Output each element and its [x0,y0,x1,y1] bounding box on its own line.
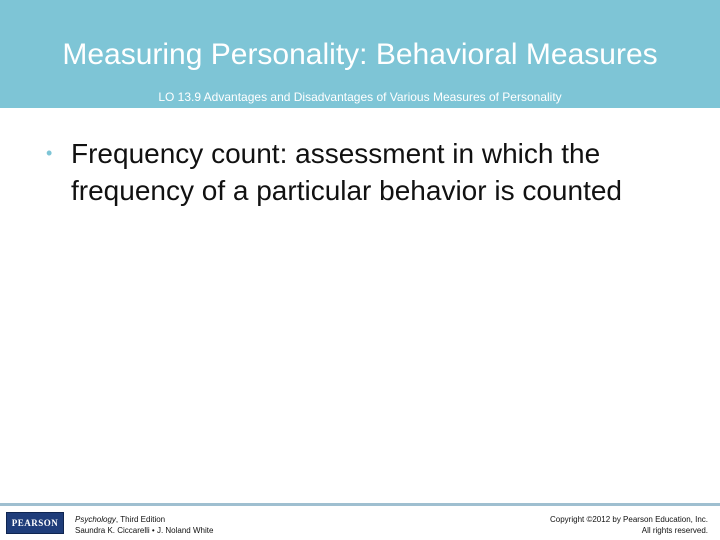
copyright-notice [550,514,708,536]
copyright-line: Copyright ©2012 by Pearson Education, Inc. [550,515,708,524]
book-title-line [75,514,213,525]
book-title: Psychology [75,515,116,524]
footer-divider [0,503,720,506]
rights-line: All rights reserved. [641,526,708,535]
book-edition: , Third Edition [115,515,166,524]
slide-title: Measuring Personality: Behavioral Measures [62,38,658,71]
bullet-text: Frequency count: assessment in which the frequency of a particular behavior is counted [71,138,622,206]
pearson-logo [6,512,64,534]
title-banner [0,0,720,108]
logo-text: PEARSON [11,518,59,528]
book-authors: Saundra K. Ciccarelli • J. Noland White [75,526,214,535]
bullet-item [46,135,686,209]
book-citation [75,514,213,536]
bullet-icon: • [46,143,53,163]
learning-objective: LO 13.9 Advantages and Disadvantages of Various Measures of Personality [158,90,562,104]
